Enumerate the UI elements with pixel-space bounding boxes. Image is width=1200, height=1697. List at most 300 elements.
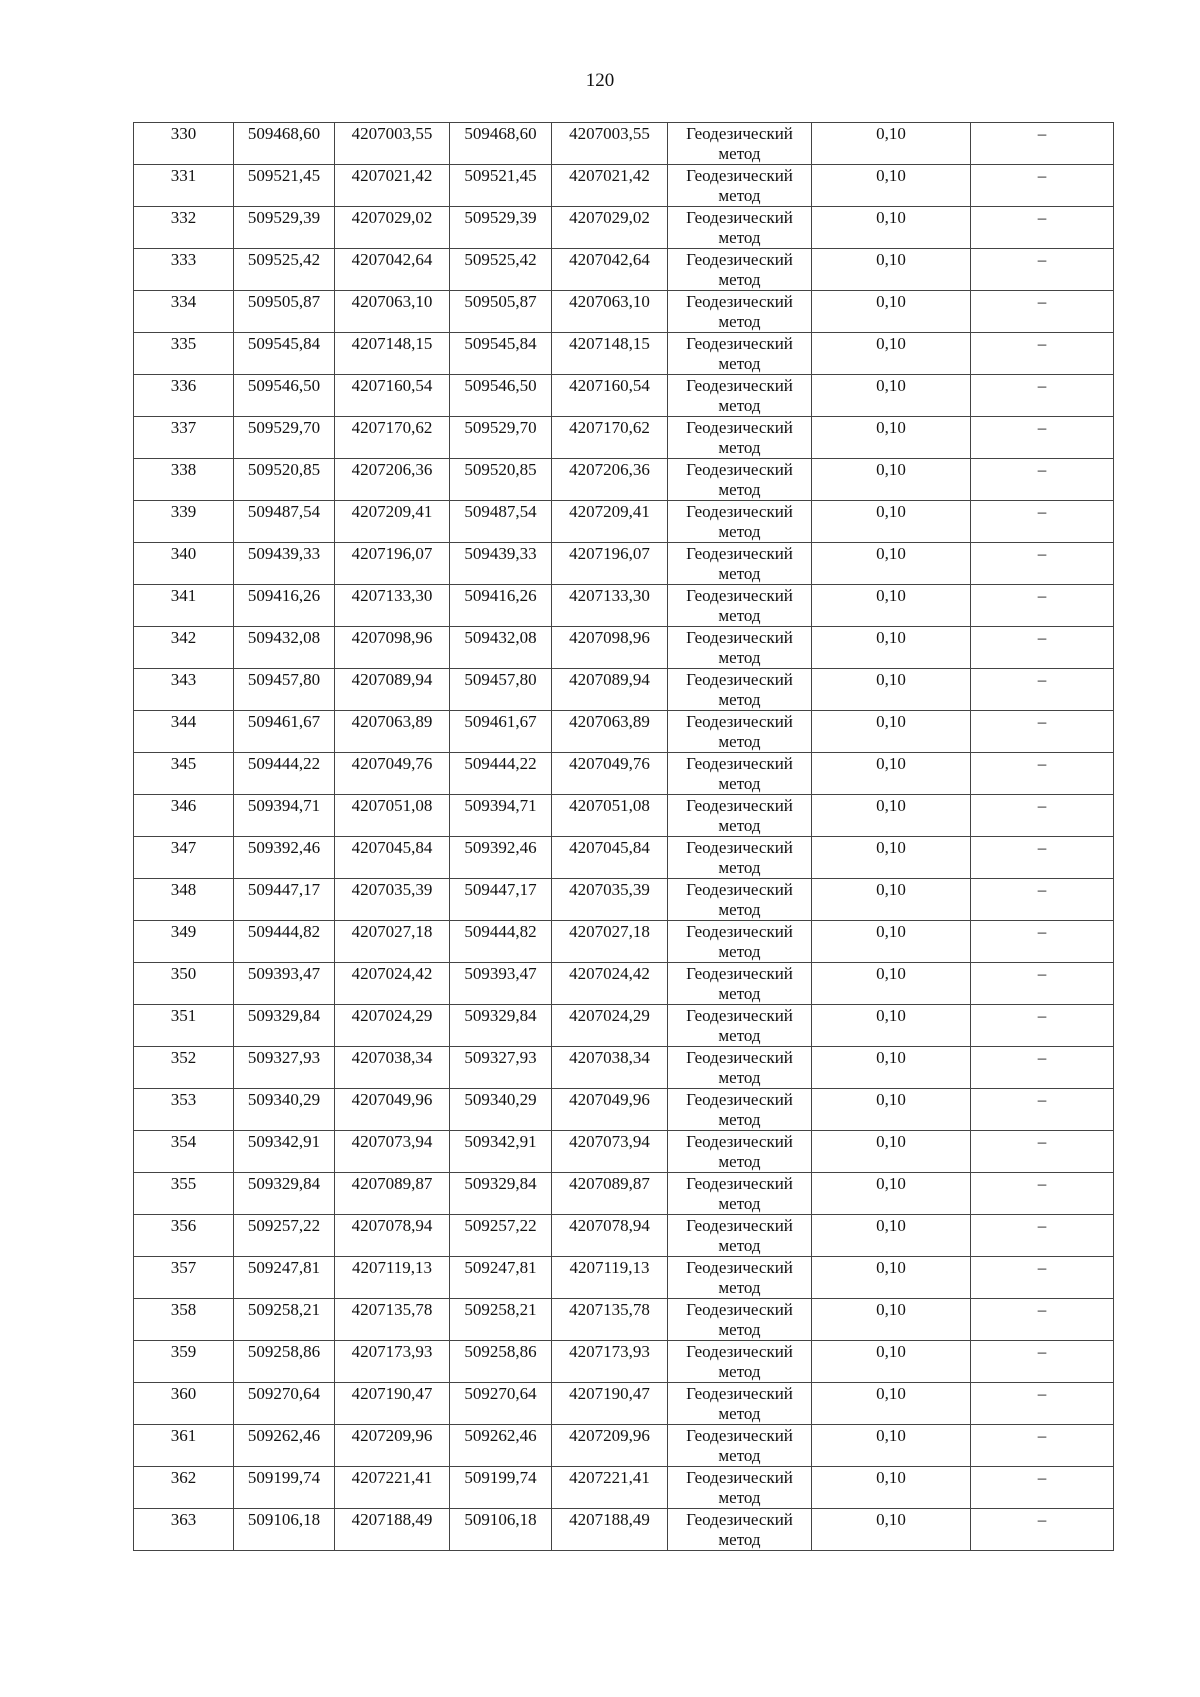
y-existing-cell: 4207029,02: [335, 207, 450, 249]
y-new-cell: 4207021,42: [552, 165, 668, 207]
x-existing-cell: 509432,08: [234, 627, 335, 669]
method-cell: Геодезический метод: [668, 837, 812, 879]
x-existing-cell: 509444,82: [234, 921, 335, 963]
accuracy-cell: 0,10: [812, 375, 971, 417]
table-row: [134, 1173, 1114, 1215]
description-cell: –: [971, 879, 1114, 921]
x-existing-cell: 509487,54: [234, 501, 335, 543]
table-row: [134, 837, 1114, 879]
x-existing-cell: 509521,45: [234, 165, 335, 207]
point-number-cell: 359: [134, 1341, 234, 1383]
x-existing-cell: 509525,42: [234, 249, 335, 291]
y-existing-cell: 4207038,34: [335, 1047, 450, 1089]
point-number-cell: 358: [134, 1299, 234, 1341]
x-existing-cell: 509546,50: [234, 375, 335, 417]
y-existing-cell: 4207190,47: [335, 1383, 450, 1425]
point-number-cell: 353: [134, 1089, 234, 1131]
table-row: [134, 1509, 1114, 1551]
method-cell: Геодезический метод: [668, 1341, 812, 1383]
accuracy-cell: 0,10: [812, 123, 971, 165]
y-existing-cell: 4207021,42: [335, 165, 450, 207]
method-cell: Геодезический метод: [668, 249, 812, 291]
x-new-cell: 509340,29: [450, 1089, 552, 1131]
table-row: [134, 1341, 1114, 1383]
method-cell: Геодезический метод: [668, 1383, 812, 1425]
x-new-cell: 509199,74: [450, 1467, 552, 1509]
accuracy-cell: 0,10: [812, 1383, 971, 1425]
x-new-cell: 509270,64: [450, 1383, 552, 1425]
y-existing-cell: 4207196,07: [335, 543, 450, 585]
method-cell: Геодезический метод: [668, 1089, 812, 1131]
table-row: [134, 711, 1114, 753]
x-existing-cell: 509106,18: [234, 1509, 335, 1551]
y-new-cell: 4207024,29: [552, 1005, 668, 1047]
x-existing-cell: 509270,64: [234, 1383, 335, 1425]
y-existing-cell: 4207073,94: [335, 1131, 450, 1173]
accuracy-cell: 0,10: [812, 543, 971, 585]
description-cell: –: [971, 417, 1114, 459]
accuracy-cell: 0,10: [812, 837, 971, 879]
y-new-cell: 4207196,07: [552, 543, 668, 585]
accuracy-cell: 0,10: [812, 1131, 971, 1173]
coordinates-table: [133, 122, 1114, 1551]
x-existing-cell: 509342,91: [234, 1131, 335, 1173]
accuracy-cell: 0,10: [812, 1509, 971, 1551]
description-cell: –: [971, 291, 1114, 333]
description-cell: –: [971, 207, 1114, 249]
x-existing-cell: 509529,70: [234, 417, 335, 459]
x-existing-cell: 509258,86: [234, 1341, 335, 1383]
method-cell: Геодезический метод: [668, 963, 812, 1005]
description-cell: –: [971, 1047, 1114, 1089]
x-new-cell: 509327,93: [450, 1047, 552, 1089]
table-row: [134, 1467, 1114, 1509]
method-cell: Геодезический метод: [668, 1467, 812, 1509]
description-cell: –: [971, 711, 1114, 753]
point-number-cell: 361: [134, 1425, 234, 1467]
x-new-cell: 509394,71: [450, 795, 552, 837]
accuracy-cell: 0,10: [812, 1089, 971, 1131]
accuracy-cell: 0,10: [812, 249, 971, 291]
x-existing-cell: 509461,67: [234, 711, 335, 753]
y-new-cell: 4207073,94: [552, 1131, 668, 1173]
y-new-cell: 4207173,93: [552, 1341, 668, 1383]
table-row: [134, 459, 1114, 501]
method-cell: Геодезический метод: [668, 375, 812, 417]
description-cell: –: [971, 627, 1114, 669]
accuracy-cell: 0,10: [812, 1257, 971, 1299]
x-new-cell: 509258,86: [450, 1341, 552, 1383]
point-number-cell: 348: [134, 879, 234, 921]
accuracy-cell: 0,10: [812, 1299, 971, 1341]
accuracy-cell: 0,10: [812, 1425, 971, 1467]
x-new-cell: 509106,18: [450, 1509, 552, 1551]
method-cell: Геодезический метод: [668, 795, 812, 837]
y-new-cell: 4207209,96: [552, 1425, 668, 1467]
y-new-cell: 4207024,42: [552, 963, 668, 1005]
x-new-cell: 509444,82: [450, 921, 552, 963]
accuracy-cell: 0,10: [812, 417, 971, 459]
method-cell: Геодезический метод: [668, 753, 812, 795]
y-new-cell: 4207089,94: [552, 669, 668, 711]
x-existing-cell: 509257,22: [234, 1215, 335, 1257]
point-number-cell: 335: [134, 333, 234, 375]
x-new-cell: 509529,70: [450, 417, 552, 459]
method-cell: Геодезический метод: [668, 1257, 812, 1299]
accuracy-cell: 0,10: [812, 1215, 971, 1257]
table-row: [134, 291, 1114, 333]
x-existing-cell: 509329,84: [234, 1173, 335, 1215]
point-number-cell: 352: [134, 1047, 234, 1089]
y-new-cell: 4207078,94: [552, 1215, 668, 1257]
x-new-cell: 509257,22: [450, 1215, 552, 1257]
point-number-cell: 346: [134, 795, 234, 837]
description-cell: –: [971, 1383, 1114, 1425]
table-row: [134, 543, 1114, 585]
table-row: [134, 753, 1114, 795]
accuracy-cell: 0,10: [812, 333, 971, 375]
description-cell: –: [971, 1341, 1114, 1383]
point-number-cell: 360: [134, 1383, 234, 1425]
table-row: [134, 1089, 1114, 1131]
x-new-cell: 509262,46: [450, 1425, 552, 1467]
table-row: [134, 795, 1114, 837]
y-existing-cell: 4207049,76: [335, 753, 450, 795]
x-existing-cell: 509329,84: [234, 1005, 335, 1047]
description-cell: –: [971, 963, 1114, 1005]
point-number-cell: 349: [134, 921, 234, 963]
method-cell: Геодезический метод: [668, 1215, 812, 1257]
table-row: [134, 123, 1114, 165]
y-new-cell: 4207038,34: [552, 1047, 668, 1089]
x-new-cell: 509487,54: [450, 501, 552, 543]
x-new-cell: 509521,45: [450, 165, 552, 207]
point-number-cell: 345: [134, 753, 234, 795]
description-cell: –: [971, 543, 1114, 585]
x-new-cell: 509393,47: [450, 963, 552, 1005]
x-existing-cell: 509416,26: [234, 585, 335, 627]
x-new-cell: 509461,67: [450, 711, 552, 753]
y-existing-cell: 4207089,87: [335, 1173, 450, 1215]
point-number-cell: 336: [134, 375, 234, 417]
y-new-cell: 4207170,62: [552, 417, 668, 459]
y-existing-cell: 4207209,41: [335, 501, 450, 543]
table-row: [134, 879, 1114, 921]
table-row: [134, 1425, 1114, 1467]
accuracy-cell: 0,10: [812, 963, 971, 1005]
y-new-cell: 4207049,96: [552, 1089, 668, 1131]
x-new-cell: 509444,22: [450, 753, 552, 795]
method-cell: Геодезический метод: [668, 1425, 812, 1467]
y-new-cell: 4207133,30: [552, 585, 668, 627]
x-existing-cell: 509545,84: [234, 333, 335, 375]
x-new-cell: 509546,50: [450, 375, 552, 417]
description-cell: –: [971, 165, 1114, 207]
point-number-cell: 350: [134, 963, 234, 1005]
table-row: [134, 921, 1114, 963]
y-new-cell: 4207027,18: [552, 921, 668, 963]
point-number-cell: 341: [134, 585, 234, 627]
description-cell: –: [971, 837, 1114, 879]
x-existing-cell: 509392,46: [234, 837, 335, 879]
method-cell: Геодезический метод: [668, 585, 812, 627]
y-new-cell: 4207063,89: [552, 711, 668, 753]
point-number-cell: 357: [134, 1257, 234, 1299]
table-row: [134, 1257, 1114, 1299]
description-cell: –: [971, 501, 1114, 543]
point-number-cell: 332: [134, 207, 234, 249]
description-cell: –: [971, 669, 1114, 711]
accuracy-cell: 0,10: [812, 879, 971, 921]
point-number-cell: 355: [134, 1173, 234, 1215]
y-existing-cell: 4207089,94: [335, 669, 450, 711]
description-cell: –: [971, 1089, 1114, 1131]
point-number-cell: 354: [134, 1131, 234, 1173]
description-cell: –: [971, 459, 1114, 501]
point-number-cell: 334: [134, 291, 234, 333]
y-existing-cell: 4207063,10: [335, 291, 450, 333]
y-existing-cell: 4207148,15: [335, 333, 450, 375]
y-new-cell: 4207148,15: [552, 333, 668, 375]
method-cell: Геодезический метод: [668, 333, 812, 375]
description-cell: –: [971, 1425, 1114, 1467]
table-row: [134, 1005, 1114, 1047]
method-cell: Геодезический метод: [668, 459, 812, 501]
x-new-cell: 509520,85: [450, 459, 552, 501]
table-row: [134, 165, 1114, 207]
table-row: [134, 249, 1114, 291]
accuracy-cell: 0,10: [812, 1047, 971, 1089]
y-existing-cell: 4207049,96: [335, 1089, 450, 1131]
y-new-cell: 4207003,55: [552, 123, 668, 165]
point-number-cell: 351: [134, 1005, 234, 1047]
x-existing-cell: 509262,46: [234, 1425, 335, 1467]
point-number-cell: 338: [134, 459, 234, 501]
description-cell: –: [971, 1215, 1114, 1257]
y-existing-cell: 4207027,18: [335, 921, 450, 963]
description-cell: –: [971, 123, 1114, 165]
accuracy-cell: 0,10: [812, 627, 971, 669]
y-new-cell: 4207221,41: [552, 1467, 668, 1509]
description-cell: –: [971, 1173, 1114, 1215]
method-cell: Геодезический метод: [668, 879, 812, 921]
x-existing-cell: 509457,80: [234, 669, 335, 711]
accuracy-cell: 0,10: [812, 669, 971, 711]
y-existing-cell: 4207133,30: [335, 585, 450, 627]
point-number-cell: 340: [134, 543, 234, 585]
y-existing-cell: 4207035,39: [335, 879, 450, 921]
table-row: [134, 1383, 1114, 1425]
x-existing-cell: 509468,60: [234, 123, 335, 165]
y-new-cell: 4207089,87: [552, 1173, 668, 1215]
y-existing-cell: 4207098,96: [335, 627, 450, 669]
x-new-cell: 509525,42: [450, 249, 552, 291]
y-existing-cell: 4207209,96: [335, 1425, 450, 1467]
x-existing-cell: 509393,47: [234, 963, 335, 1005]
accuracy-cell: 0,10: [812, 501, 971, 543]
x-existing-cell: 509199,74: [234, 1467, 335, 1509]
table-row: [134, 375, 1114, 417]
accuracy-cell: 0,10: [812, 921, 971, 963]
description-cell: –: [971, 1005, 1114, 1047]
y-existing-cell: 4207221,41: [335, 1467, 450, 1509]
accuracy-cell: 0,10: [812, 753, 971, 795]
accuracy-cell: 0,10: [812, 1341, 971, 1383]
point-number-cell: 331: [134, 165, 234, 207]
method-cell: Геодезический метод: [668, 1173, 812, 1215]
point-number-cell: 343: [134, 669, 234, 711]
description-cell: –: [971, 1257, 1114, 1299]
description-cell: –: [971, 333, 1114, 375]
method-cell: Геодезический метод: [668, 291, 812, 333]
y-existing-cell: 4207051,08: [335, 795, 450, 837]
x-existing-cell: 509520,85: [234, 459, 335, 501]
x-new-cell: 509329,84: [450, 1173, 552, 1215]
accuracy-cell: 0,10: [812, 585, 971, 627]
method-cell: Геодезический метод: [668, 543, 812, 585]
y-new-cell: 4207049,76: [552, 753, 668, 795]
y-new-cell: 4207135,78: [552, 1299, 668, 1341]
table-row: [134, 1047, 1114, 1089]
description-cell: –: [971, 795, 1114, 837]
table-row: [134, 417, 1114, 459]
x-existing-cell: 509327,93: [234, 1047, 335, 1089]
point-number-cell: 356: [134, 1215, 234, 1257]
y-existing-cell: 4207042,64: [335, 249, 450, 291]
method-cell: Геодезический метод: [668, 417, 812, 459]
x-new-cell: 509468,60: [450, 123, 552, 165]
y-new-cell: 4207098,96: [552, 627, 668, 669]
method-cell: Геодезический метод: [668, 1047, 812, 1089]
description-cell: –: [971, 753, 1114, 795]
x-existing-cell: 509447,17: [234, 879, 335, 921]
method-cell: Геодезический метод: [668, 921, 812, 963]
description-cell: –: [971, 585, 1114, 627]
point-number-cell: 342: [134, 627, 234, 669]
description-cell: –: [971, 375, 1114, 417]
point-number-cell: 344: [134, 711, 234, 753]
point-number-cell: 363: [134, 1509, 234, 1551]
description-cell: –: [971, 1467, 1114, 1509]
x-new-cell: 509447,17: [450, 879, 552, 921]
y-new-cell: 4207042,64: [552, 249, 668, 291]
description-cell: –: [971, 1131, 1114, 1173]
method-cell: Геодезический метод: [668, 501, 812, 543]
description-cell: –: [971, 921, 1114, 963]
y-new-cell: 4207035,39: [552, 879, 668, 921]
y-new-cell: 4207051,08: [552, 795, 668, 837]
y-existing-cell: 4207173,93: [335, 1341, 450, 1383]
y-existing-cell: 4207206,36: [335, 459, 450, 501]
y-existing-cell: 4207119,13: [335, 1257, 450, 1299]
description-cell: –: [971, 249, 1114, 291]
y-existing-cell: 4207170,62: [335, 417, 450, 459]
point-number-cell: 330: [134, 123, 234, 165]
x-new-cell: 509329,84: [450, 1005, 552, 1047]
table-row: [134, 585, 1114, 627]
y-existing-cell: 4207045,84: [335, 837, 450, 879]
accuracy-cell: 0,10: [812, 291, 971, 333]
x-new-cell: 509258,21: [450, 1299, 552, 1341]
x-new-cell: 509392,46: [450, 837, 552, 879]
y-new-cell: 4207190,47: [552, 1383, 668, 1425]
y-existing-cell: 4207024,42: [335, 963, 450, 1005]
x-existing-cell: 509394,71: [234, 795, 335, 837]
method-cell: Геодезический метод: [668, 207, 812, 249]
x-new-cell: 509529,39: [450, 207, 552, 249]
method-cell: Геодезический метод: [668, 165, 812, 207]
point-number-cell: 362: [134, 1467, 234, 1509]
x-new-cell: 509545,84: [450, 333, 552, 375]
y-existing-cell: 4207135,78: [335, 1299, 450, 1341]
point-number-cell: 333: [134, 249, 234, 291]
x-new-cell: 509247,81: [450, 1257, 552, 1299]
x-existing-cell: 509505,87: [234, 291, 335, 333]
description-cell: –: [971, 1299, 1114, 1341]
x-new-cell: 509416,26: [450, 585, 552, 627]
y-new-cell: 4207206,36: [552, 459, 668, 501]
table-row: [134, 1215, 1114, 1257]
accuracy-cell: 0,10: [812, 459, 971, 501]
x-existing-cell: 509439,33: [234, 543, 335, 585]
y-new-cell: 4207188,49: [552, 1509, 668, 1551]
table-row: [134, 1131, 1114, 1173]
accuracy-cell: 0,10: [812, 165, 971, 207]
method-cell: Геодезический метод: [668, 1509, 812, 1551]
x-new-cell: 509439,33: [450, 543, 552, 585]
point-number-cell: 347: [134, 837, 234, 879]
x-existing-cell: 509444,22: [234, 753, 335, 795]
page-number: 120: [585, 70, 615, 91]
y-new-cell: 4207045,84: [552, 837, 668, 879]
accuracy-cell: 0,10: [812, 1467, 971, 1509]
point-number-cell: 339: [134, 501, 234, 543]
table-row: [134, 333, 1114, 375]
method-cell: Геодезический метод: [668, 1299, 812, 1341]
y-new-cell: 4207029,02: [552, 207, 668, 249]
table-row: [134, 627, 1114, 669]
y-existing-cell: 4207160,54: [335, 375, 450, 417]
table-row: [134, 1299, 1114, 1341]
x-existing-cell: 509340,29: [234, 1089, 335, 1131]
method-cell: Геодезический метод: [668, 627, 812, 669]
y-existing-cell: 4207063,89: [335, 711, 450, 753]
y-new-cell: 4207160,54: [552, 375, 668, 417]
accuracy-cell: 0,10: [812, 1173, 971, 1215]
method-cell: Геодезический метод: [668, 1005, 812, 1047]
x-new-cell: 509432,08: [450, 627, 552, 669]
x-new-cell: 509505,87: [450, 291, 552, 333]
method-cell: Геодезический метод: [668, 711, 812, 753]
accuracy-cell: 0,10: [812, 795, 971, 837]
y-existing-cell: 4207078,94: [335, 1215, 450, 1257]
x-new-cell: 509342,91: [450, 1131, 552, 1173]
description-cell: –: [971, 1509, 1114, 1551]
table-body: [134, 123, 1114, 1551]
table-row: [134, 669, 1114, 711]
table-row: [134, 207, 1114, 249]
y-new-cell: 4207209,41: [552, 501, 668, 543]
table-row: [134, 963, 1114, 1005]
x-existing-cell: 509247,81: [234, 1257, 335, 1299]
y-new-cell: 4207119,13: [552, 1257, 668, 1299]
y-existing-cell: 4207024,29: [335, 1005, 450, 1047]
table-row: [134, 501, 1114, 543]
method-cell: Геодезический метод: [668, 1131, 812, 1173]
accuracy-cell: 0,10: [812, 711, 971, 753]
x-new-cell: 509457,80: [450, 669, 552, 711]
accuracy-cell: 0,10: [812, 1005, 971, 1047]
